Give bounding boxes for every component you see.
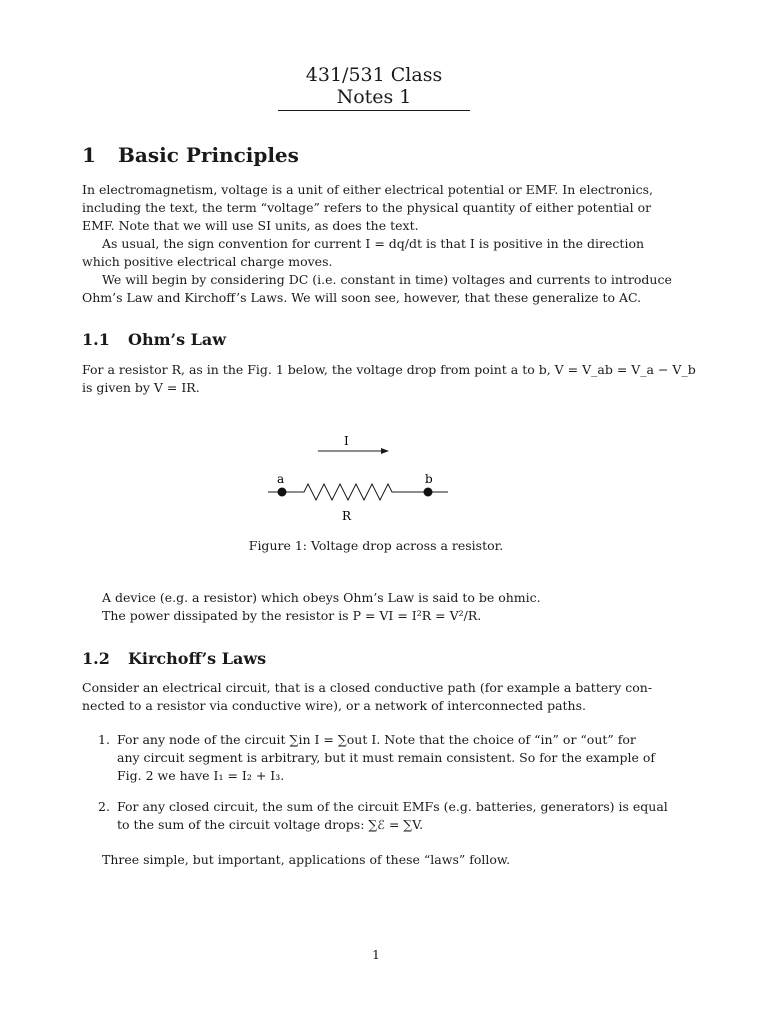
list-item-number: 1.	[98, 732, 110, 747]
resistor-label: R	[342, 509, 352, 523]
text-line: which positive electrical charge moves.	[82, 254, 333, 269]
kirchoff-paragraph-2	[82, 851, 670, 869]
section-title: Ohm’s Law	[128, 330, 227, 349]
section-heading-basic-principles	[82, 142, 299, 168]
text-line: is given by V = IR.	[82, 380, 200, 395]
section-number: 1.2	[82, 649, 110, 668]
document-page	[82, 0, 696, 1024]
text-line: For a resistor R, as in the Fig. 1 below, the voltage drop from point a to b, V = V_ab = V_a − V_b	[82, 362, 696, 377]
text-line: As usual, the sign convention for current I = dq/dt is that I is positive in the direction	[102, 236, 645, 251]
list-item	[98, 731, 670, 785]
text-line: to the sum of the circuit voltage drops: ∑ℰ = ∑V.	[117, 817, 424, 832]
node-b-dot	[424, 488, 433, 497]
text-line: nected to a resistor via conductive wire), or a network of interconnected paths.	[82, 698, 586, 713]
figure-caption: Figure 1: Voltage drop across a resistor.	[248, 538, 504, 553]
text-line: For any node of the circuit ∑in I = ∑out I. Note that the choice of “in” or “out” for	[117, 732, 636, 747]
text-line: For any closed circuit, the sum of the circuit EMFs (e.g. batteries, generators) is equal	[117, 799, 668, 814]
text-line: Three simple, but important, applications of these “laws” follow.	[102, 852, 511, 867]
text-line: In electromagnetism, voltage is a unit of either electrical potential or EMF. In electronics,	[82, 182, 653, 197]
intro-paragraph-3	[82, 271, 670, 307]
section-number: 1	[82, 143, 96, 167]
list-item	[98, 798, 670, 834]
ohms-paragraph-2	[82, 589, 670, 625]
text-line: EMF. Note that we will use SI units, as does the text.	[82, 218, 419, 233]
text-line: including the text, the term “voltage” refers to the physical quantity of either potential or	[82, 200, 652, 215]
intro-paragraph-1	[82, 181, 670, 235]
section-heading-kirchoffs-laws	[82, 649, 266, 669]
section-title: Basic Principles	[118, 143, 299, 167]
resistor-figure	[260, 428, 460, 528]
intro-paragraph-2	[82, 235, 670, 271]
text-line: The power dissipated by the resistor is P = VI = I²R = V²/R.	[102, 608, 482, 623]
section-heading-ohms-law	[82, 330, 226, 350]
node-b-label: b	[425, 472, 433, 486]
text-line: Consider an electrical circuit, that is a closed conductive path (for example a battery con-	[82, 680, 653, 695]
text-line: We will begin by considering DC (i.e. constant in time) voltages and currents to introduce	[102, 272, 672, 287]
kirchoff-paragraph-1	[82, 679, 670, 715]
section-title: Kirchoff’s Laws	[128, 649, 267, 668]
ohms-paragraph-1	[82, 361, 696, 397]
text-line: Fig. 2 we have I₁ = I₂ + I₃.	[117, 768, 285, 783]
node-a-label: a	[277, 472, 285, 486]
document-title: 431/531 Class Notes 1	[278, 64, 470, 111]
text-line: any circuit segment is arbitrary, but it must remain consistent. So for the example of	[117, 750, 656, 765]
resistor-zigzag	[282, 484, 448, 500]
text-line: A device (e.g. a resistor) which obeys Ohm’s Law is said to be ohmic.	[102, 590, 541, 605]
section-number: 1.1	[82, 330, 110, 349]
text-line: Ohm’s Law and Kirchoff’s Laws. We will soon see, however, that these generalize to AC.	[82, 290, 642, 305]
current-label: I	[344, 434, 349, 448]
page-number: 1	[372, 947, 380, 962]
current-arrowhead	[381, 448, 389, 454]
list-item-number: 2.	[98, 799, 110, 814]
node-a-dot	[278, 488, 287, 497]
